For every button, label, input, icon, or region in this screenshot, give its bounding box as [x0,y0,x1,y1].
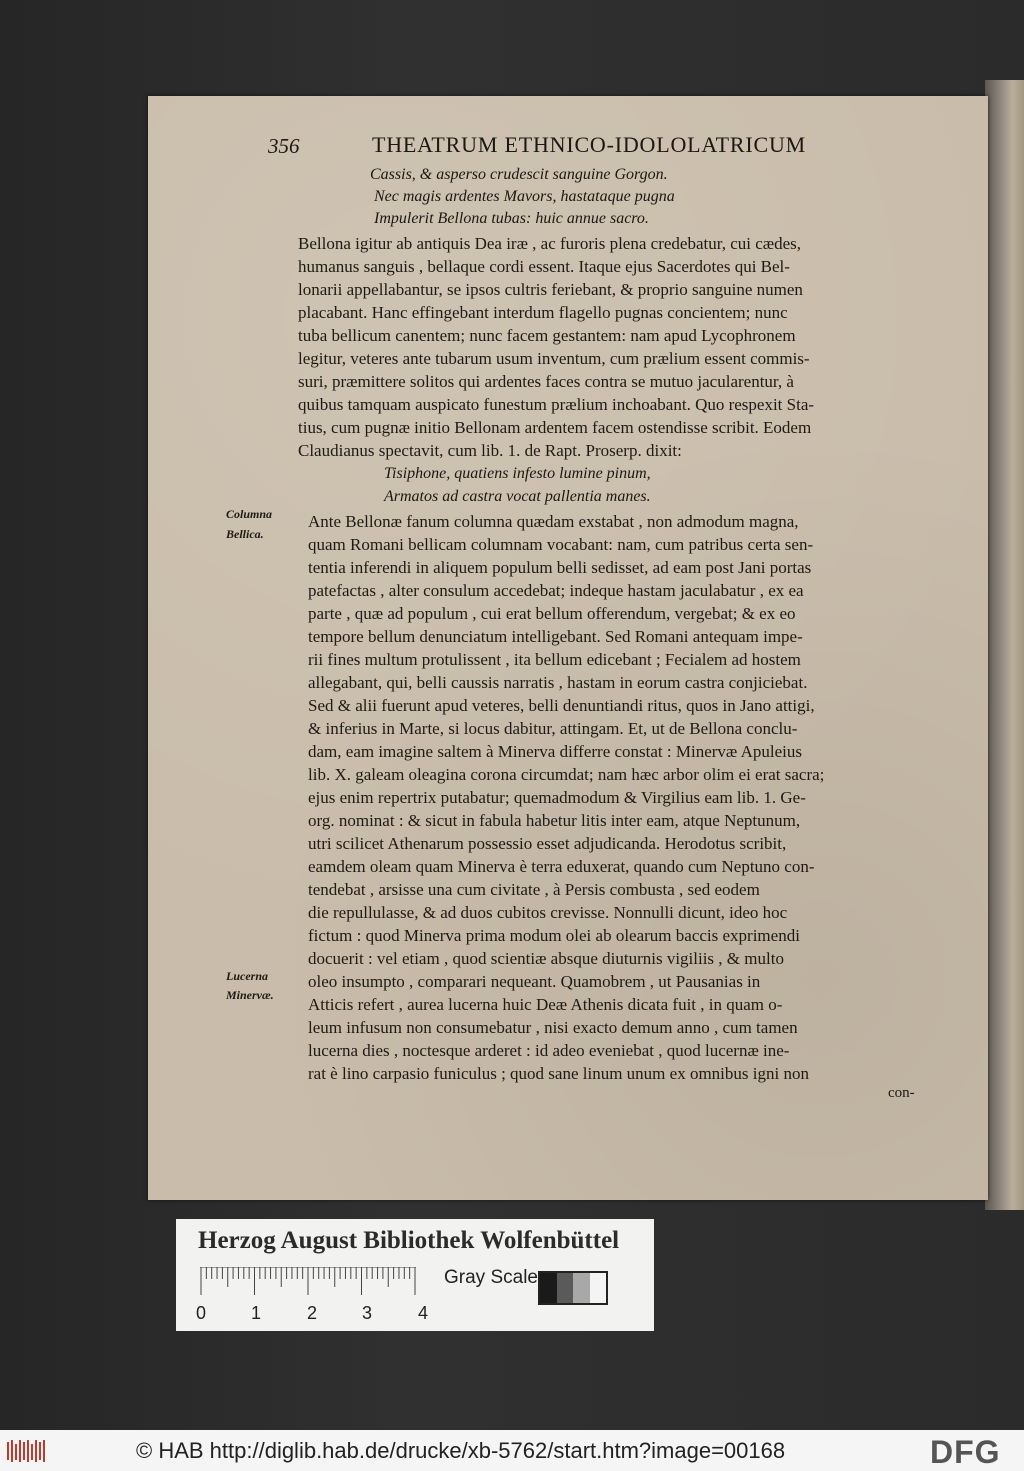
footer-bar [0,1430,1024,1471]
body-line: Bellona igitur ab antiquis Dea iræ , ac furoris plena credebatur, cui cædes, [298,234,802,253]
library-color-card [176,1219,654,1331]
gray-swatch [540,1273,557,1303]
footer-credit-link[interactable]: © HAB http://diglib.hab.de/drucke/xb-5762/start.htm?image=00168 [136,1438,786,1463]
body-line: & inferius in Marte, si locus dabitur, attingam. Et, ut de Bellona conclu- [308,719,798,738]
gray-swatch [590,1273,607,1303]
body-line: lib. X. galeam oleagina corona circumdat; nam hæc arbor olim ei erat sacra; [308,765,825,784]
body-line: placabant. Hanc effingebant interdum flagello pugnas concientem; nunc [298,303,788,322]
gray-swatch [573,1273,590,1303]
gray-swatch [557,1273,574,1303]
body-line: tempore bellum denunciatum intelligebant. Sed Romani antequam impe- [308,627,803,646]
body-line: lucerna dies , noctesque arderet : id adeo eveniebat , quod lucernæ ine- [308,1041,790,1060]
running-head-title: THEATRUM ETHNICO-IDOLOLATRICUM [372,132,807,157]
body-line: parte , quæ ad populum , cui erat bellum offerendum, vergebat; & ex eo [308,604,796,623]
gray-scale-swatches [538,1271,608,1305]
margin-note-lucerna: Lucerna [226,969,268,983]
ruler-label: 3 [362,1303,373,1323]
body-line: Ante Bellonæ fanum columna quædam exstabat , non admodum magna, [308,512,799,531]
ruler-label: 2 [307,1303,318,1323]
measurement-ruler [200,1267,416,1297]
margin-note-bellica: Bellica. [226,527,264,541]
verse-line: Impulerit Bellona tubas: huic annue sacro. [374,210,649,227]
body-line: leum infusum non consumebatur , nisi exacto demum anno , cum tamen [308,1018,798,1037]
body-line: legitur, veteres ante tubarum usum inventum, cum prælium essent commis- [298,349,810,368]
ruler-label: 0 [196,1303,207,1323]
body-line: dam, eam imagine saltem à Minerva differre constat : Minervæ Apuleius [308,742,802,761]
catchword: con- [888,1085,915,1101]
adjacent-page-edge [985,80,1024,1210]
verse-line: Tisiphone, quatiens infesto lumine pinum, [384,465,651,482]
body-line: rii fines multum protulissent , ita bellum edicebant ; Fecialem ad hostem [308,650,801,669]
body-line: humanus sanguis , bellaque cordi essent. Itaque ejus Sacerdotes qui Bel- [298,257,790,276]
library-name: Herzog August Bibliothek Wolfenbüttel [198,1227,620,1254]
body-line: tendebat , arsisse una cum civitate , à Persis combusta , sed eodem [308,880,760,899]
body-line: tentia inferendi in aliquem populum belli sedisset, ad eam post Jani portas [308,558,812,577]
running-head [268,132,848,162]
body-line: tuba bellicum canentem; nunc facem gestantem: nam apud Lycophronem [298,326,796,345]
margin-note-minervae: Minervæ. [226,988,274,1002]
body-line: fictum : quod Minerva prima modum olei ab olearum baccis exprimendi [308,926,800,945]
body-line: org. nominat : & sicut in fabula habetur litis inter eam, atque Neptunum, [308,811,801,830]
body-line: utri scilicet Athenarum possessio esset adjudicanda. Herodotus scribit, [308,834,787,853]
body-line: ejus enim repertrix putabatur; quemadmodum & Virgilius eam lib. 1. Ge- [308,788,806,807]
ruler-label: 1 [251,1303,262,1323]
body-line: quibus tamquam auspicato funestum prælium inchoabant. Quo respexit Sta- [298,395,815,414]
body-line: die repullulasse, & ad duos cubitos crevisse. Nonnulli dicunt, ideo hoc [308,903,788,922]
body-line: docuerit : vel etiam , quod scientiæ absque diuturnis vigiliis , & multo [308,949,784,968]
body-line: Sed & alii fuerunt apud veteres, belli denuntiandi ritus, quos in Jano attigi, [308,696,815,715]
body-line: allegabant, qui, belli caussis narratis , hastam in eorum castra conjiciebat. [308,673,808,692]
body-line: quam Romani bellicam columnam vocabant: nam, cum patribus certa sen- [308,535,814,554]
body-line: eamdem oleam quam Minerva è terra eduxerat, quando cum Neptuno con- [308,857,815,876]
dfg-logo: DFG [930,1434,1001,1470]
body-line: tius, cum pugnæ initio Bellonam ardentem facem ostendisse scribit. Eodem [298,418,812,437]
body-line: rat è lino carpasio funiculus ; quod sane linum unum ex omnibus igni non [308,1064,809,1083]
body-line: lonarii appellabantur, se ipsos cultris feriebant, & proprio sanguine numen [298,280,803,299]
barcode-logo-icon [6,1438,46,1464]
verse-line: Nec magis ardentes Mavors, hastataque pugna [374,188,675,205]
body-line: patefactas , alter consulum accedebat; indeque hastam jaculabatur , ex ea [308,581,804,600]
body-line: Atticis refert , aurea lucerna huic Deæ Athenis dicata fuit , in quam o- [308,995,783,1014]
page-number: 356 [268,134,300,158]
ruler-label: 4 [418,1303,429,1323]
body-line: oleo insumpto , comparari nequeant. Quamobrem , ut Pausanias in [308,972,761,991]
margin-note-columna: Columna [226,507,273,521]
body-line: suri, præmittere solitos qui ardentes faces contra se mutuo jacularentur, à [298,372,794,391]
body-line: Claudianus spectavit, cum lib. 1. de Rapt. Proserp. dixit: [298,441,682,460]
gray-scale-label: Gray Scale [444,1267,538,1288]
verse-line: Armatos ad castra vocat pallentia manes. [384,488,651,505]
verse-line: Cassis, & asperso crudescit sanguine Gorgon. [370,166,668,183]
